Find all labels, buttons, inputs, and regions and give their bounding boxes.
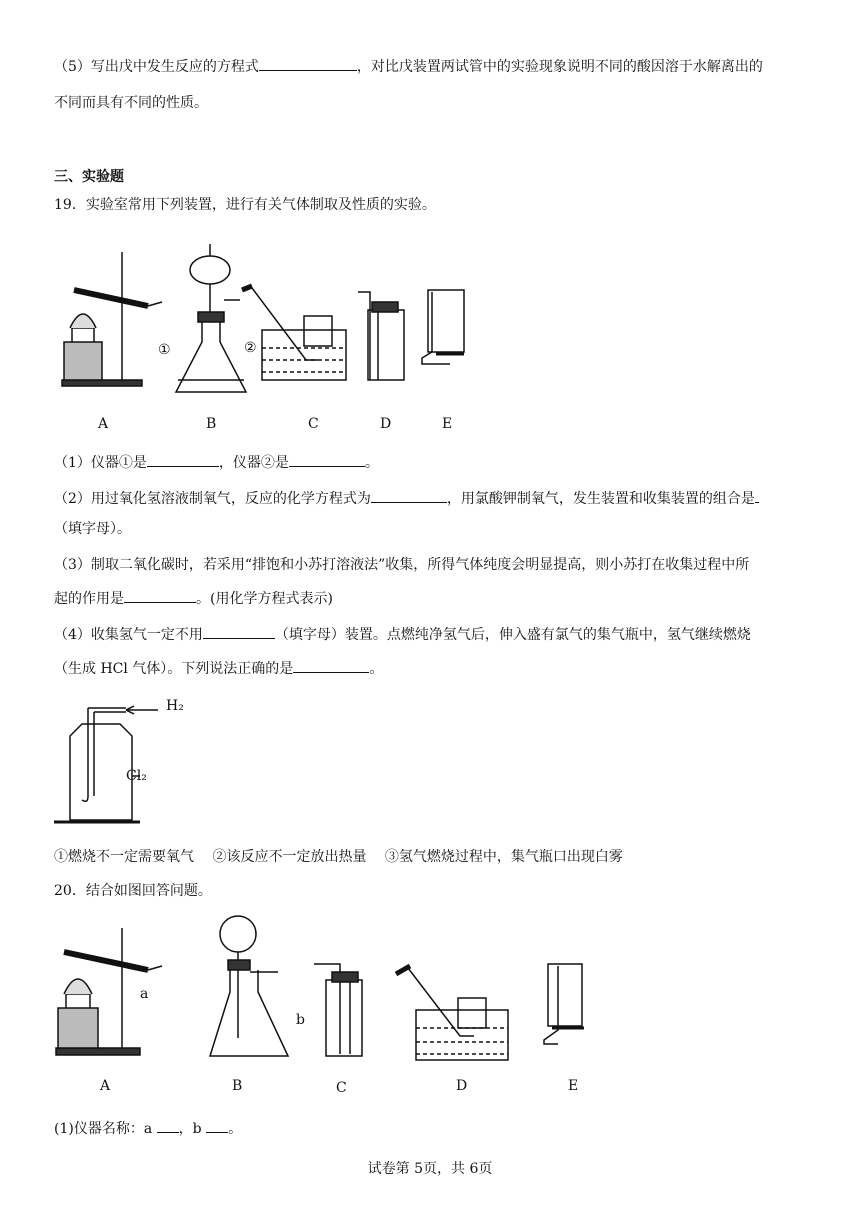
answer-blank[interactable] — [157, 1118, 179, 1133]
label-d: D — [380, 416, 392, 432]
q19-part4-line1 — [54, 624, 751, 646]
answer-blank[interactable] — [124, 588, 196, 603]
answer-blank[interactable] — [259, 56, 357, 71]
text: ，仪器②是 — [218, 455, 289, 471]
text: ，用氯酸钾制氧气，发生装置和收集装置的组合是 — [446, 491, 755, 507]
answer-blank[interactable] — [203, 624, 275, 639]
answer-blank[interactable] — [147, 452, 219, 467]
q19-part1 — [54, 452, 379, 474]
label-b: B — [232, 1078, 243, 1094]
text: （生成 HCl 气体）。下列说法正确的是 — [54, 661, 294, 677]
text: 不同而具有不同的性质。 — [54, 95, 208, 111]
text: ，对比戊装置两试管中的实验现象说明不同的酸因溶于水解离出的 — [356, 59, 763, 75]
text: （3）制取二氧化碳时，若采用“排饱和小苏打溶液法”收集，所得气体纯度会明显提高，则小苏打在收集过程中所 — [54, 557, 750, 573]
cl2-label: Cl₂ — [126, 768, 147, 784]
q19-part4-line2 — [54, 658, 383, 680]
text: 。(用化学方程式表示) — [196, 591, 333, 607]
q19-apparatus-figure — [50, 230, 490, 440]
text: 起的作用是 — [54, 591, 124, 607]
text: 。 — [228, 1121, 243, 1137]
text: （1）仪器①是 — [54, 455, 147, 471]
instrument-a-marker: a — [140, 986, 149, 1002]
apparatus-drawing-2 — [50, 908, 610, 1108]
h2-cl2-drawing — [50, 696, 210, 830]
answer-blank[interactable] — [293, 658, 369, 673]
label-b: B — [206, 416, 217, 432]
q19-stem: 19．实验室常用下列装置，进行有关气体制取及性质的实验。 — [54, 197, 436, 213]
label-a: A — [98, 416, 109, 432]
text: ，b — [178, 1121, 202, 1137]
answer-blank[interactable] — [755, 488, 759, 503]
label-e: E — [568, 1078, 579, 1094]
q19-h2-cl2-figure — [50, 696, 210, 830]
apparatus-drawing — [50, 230, 490, 440]
answer-blank[interactable] — [371, 488, 447, 503]
text: 。 — [364, 455, 379, 471]
marker-1: ① — [158, 342, 171, 358]
text: （2）用过氧化氢溶液制氧气，反应的化学方程式为 — [54, 491, 371, 507]
section-title: 三、实验题 — [54, 169, 124, 185]
text: （填字母）。 — [54, 521, 131, 537]
answer-blank[interactable] — [289, 452, 365, 467]
q18-part5-line2 — [54, 92, 208, 114]
answer-blank[interactable] — [206, 1118, 228, 1133]
label-a: A — [100, 1078, 111, 1094]
label-c: C — [308, 416, 319, 432]
q20-part1 — [54, 1118, 242, 1140]
q19-part3-line1 — [54, 554, 749, 576]
marker-2: ② — [244, 340, 257, 356]
q19-part2-line2 — [54, 518, 131, 540]
q19-part3-line2 — [54, 588, 333, 610]
label-e: E — [442, 416, 453, 432]
text: （4）收集氢气一定不用 — [54, 627, 203, 643]
label-d: D — [456, 1078, 468, 1094]
q18-part5-line1 — [54, 56, 763, 78]
text: （5）写出戊中发生反应的方程式 — [54, 59, 259, 75]
text: 。 — [369, 661, 384, 677]
q20-apparatus-figure — [50, 908, 610, 1108]
label-c: C — [336, 1080, 347, 1096]
text: （填字母）装置。点燃纯净氢气后，伸入盛有氯气的集气瓶中，氢气继续燃烧 — [274, 627, 751, 643]
q19-options: ①燃烧不一定需要氧气 ②该反应不一定放出热量 ③氢气燃烧过程中，集气瓶口出现白雾 — [54, 849, 623, 865]
q19-part2-line1 — [54, 488, 759, 510]
text: (1)仪器名称：a — [54, 1121, 153, 1137]
page-footer: 试卷第 5页，共 6页 — [367, 1161, 493, 1177]
q20-stem: 20．结合如图回答问题。 — [54, 883, 212, 899]
instrument-b-marker: b — [296, 1012, 305, 1028]
h2-label: H₂ — [166, 698, 184, 714]
